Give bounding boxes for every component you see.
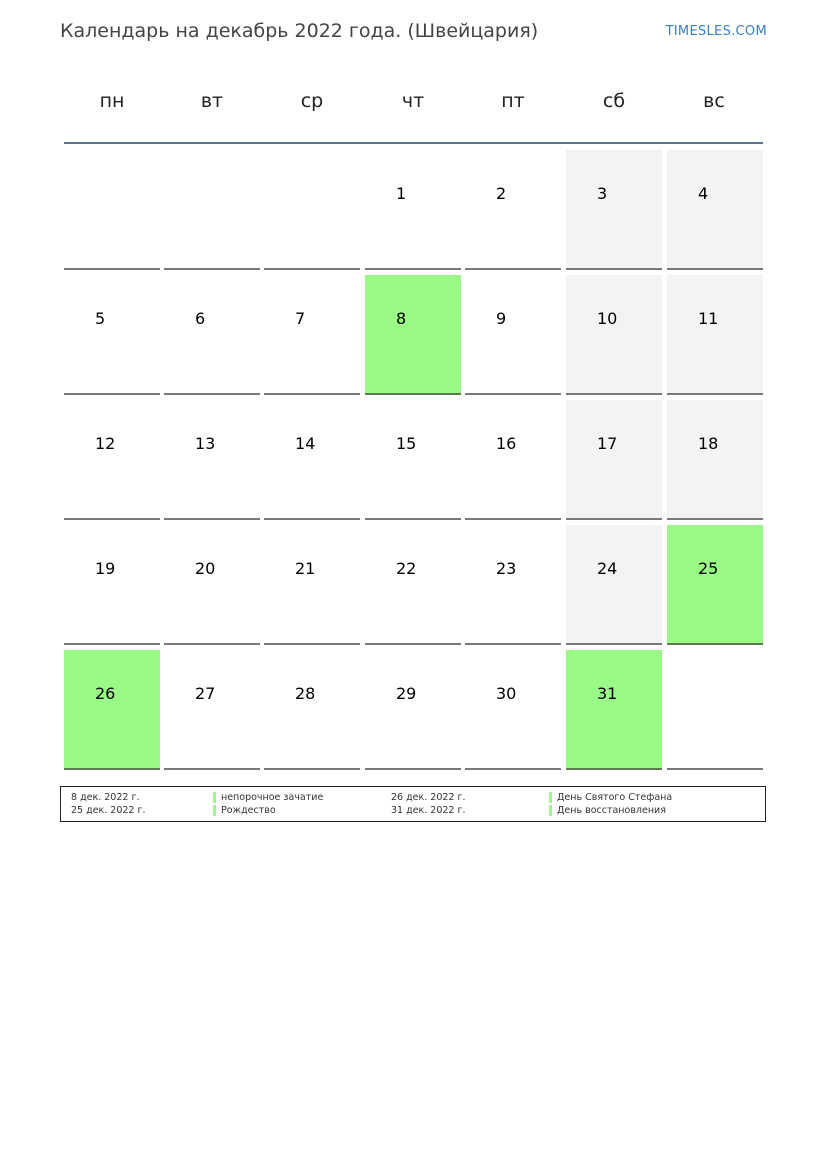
legend-holiday-name: День Святого Стефана: [549, 792, 672, 803]
day-number: 14: [295, 434, 316, 453]
day-number: 19: [95, 559, 116, 578]
legend-holiday-name: непорочное зачатие: [213, 792, 323, 803]
day-cell: [164, 275, 260, 395]
day-number: 24: [597, 559, 618, 578]
day-number: 20: [195, 559, 216, 578]
day-number: 31: [597, 684, 618, 703]
day-cell: [365, 525, 461, 645]
day-cell: [465, 650, 561, 770]
weekday-header-row: [64, 90, 764, 120]
legend-date: 31 дек. 2022 г.: [391, 805, 466, 816]
day-cell: [667, 275, 763, 395]
empty-day-cell: [264, 150, 360, 270]
day-number: 11: [698, 309, 719, 328]
day-number: 18: [698, 434, 719, 453]
weekday-sat: сб: [602, 90, 626, 112]
day-cell: [566, 650, 662, 770]
page-title: Календарь на декабрь 2022 года. (Швейцария): [60, 20, 539, 42]
day-number: 2: [496, 184, 507, 203]
day-cell: [465, 400, 561, 520]
day-number: 27: [195, 684, 216, 703]
day-cell: [64, 400, 160, 520]
day-number: 3: [597, 184, 608, 203]
day-number: 9: [496, 309, 507, 328]
day-cell: [64, 275, 160, 395]
day-number: 15: [396, 434, 417, 453]
day-cell: [566, 275, 662, 395]
day-number: 17: [597, 434, 618, 453]
holiday-color-marker: [213, 805, 216, 816]
weekday-fri: пт: [501, 90, 525, 112]
legend-holiday-name: Рождество: [213, 805, 276, 816]
legend-holiday-name: День восстановления: [549, 805, 666, 816]
weekday-tue: вт: [200, 90, 224, 112]
day-number: 12: [95, 434, 116, 453]
day-cell: [164, 400, 260, 520]
day-cell: [566, 525, 662, 645]
day-cell: [566, 400, 662, 520]
day-number: 28: [295, 684, 316, 703]
day-cell: [566, 150, 662, 270]
weekday-thu: чт: [401, 90, 425, 112]
day-number: 29: [396, 684, 417, 703]
empty-day-cell: [164, 150, 260, 270]
day-number: 10: [597, 309, 618, 328]
holiday-color-marker: [549, 792, 552, 803]
day-cell: [264, 525, 360, 645]
day-number: 7: [295, 309, 306, 328]
day-cell: [465, 525, 561, 645]
day-number: 8: [396, 309, 407, 328]
holiday-color-marker: [213, 792, 216, 803]
day-number: 30: [496, 684, 517, 703]
weekday-sun: вс: [703, 90, 725, 112]
weekday-mon: пн: [99, 90, 125, 112]
day-cell: [365, 400, 461, 520]
header-divider: [64, 142, 763, 144]
day-cell: [365, 150, 461, 270]
holiday-color-marker: [549, 805, 552, 816]
day-number: 23: [496, 559, 517, 578]
day-number: 26: [95, 684, 116, 703]
day-cell: [64, 525, 160, 645]
day-number: 5: [95, 309, 106, 328]
day-cell: [164, 650, 260, 770]
day-cell: [365, 650, 461, 770]
weekday-wed: ср: [300, 90, 324, 112]
day-number: 6: [195, 309, 206, 328]
day-cell: [667, 400, 763, 520]
day-number: 13: [195, 434, 216, 453]
legend-date: 8 дек. 2022 г.: [71, 792, 140, 803]
legend-date: 25 дек. 2022 г.: [71, 805, 146, 816]
day-cell: [465, 275, 561, 395]
day-cell: [365, 275, 461, 395]
day-cell: [164, 525, 260, 645]
day-number: 16: [496, 434, 517, 453]
day-cell: [264, 400, 360, 520]
day-cell: [64, 650, 160, 770]
day-cell: [465, 150, 561, 270]
empty-day-cell: [64, 150, 160, 270]
day-cell: [667, 150, 763, 270]
site-link[interactable]: TIMESLES.COM: [665, 24, 767, 39]
day-number: 22: [396, 559, 417, 578]
day-number: 25: [698, 559, 719, 578]
legend-date: 26 дек. 2022 г.: [391, 792, 466, 803]
day-number: 4: [698, 184, 709, 203]
day-cell: [264, 650, 360, 770]
empty-day-cell: [667, 650, 763, 770]
day-cell: [667, 525, 763, 645]
day-number: 1: [396, 184, 407, 203]
day-cell: [264, 275, 360, 395]
day-number: 21: [295, 559, 316, 578]
holiday-legend: [60, 786, 766, 822]
